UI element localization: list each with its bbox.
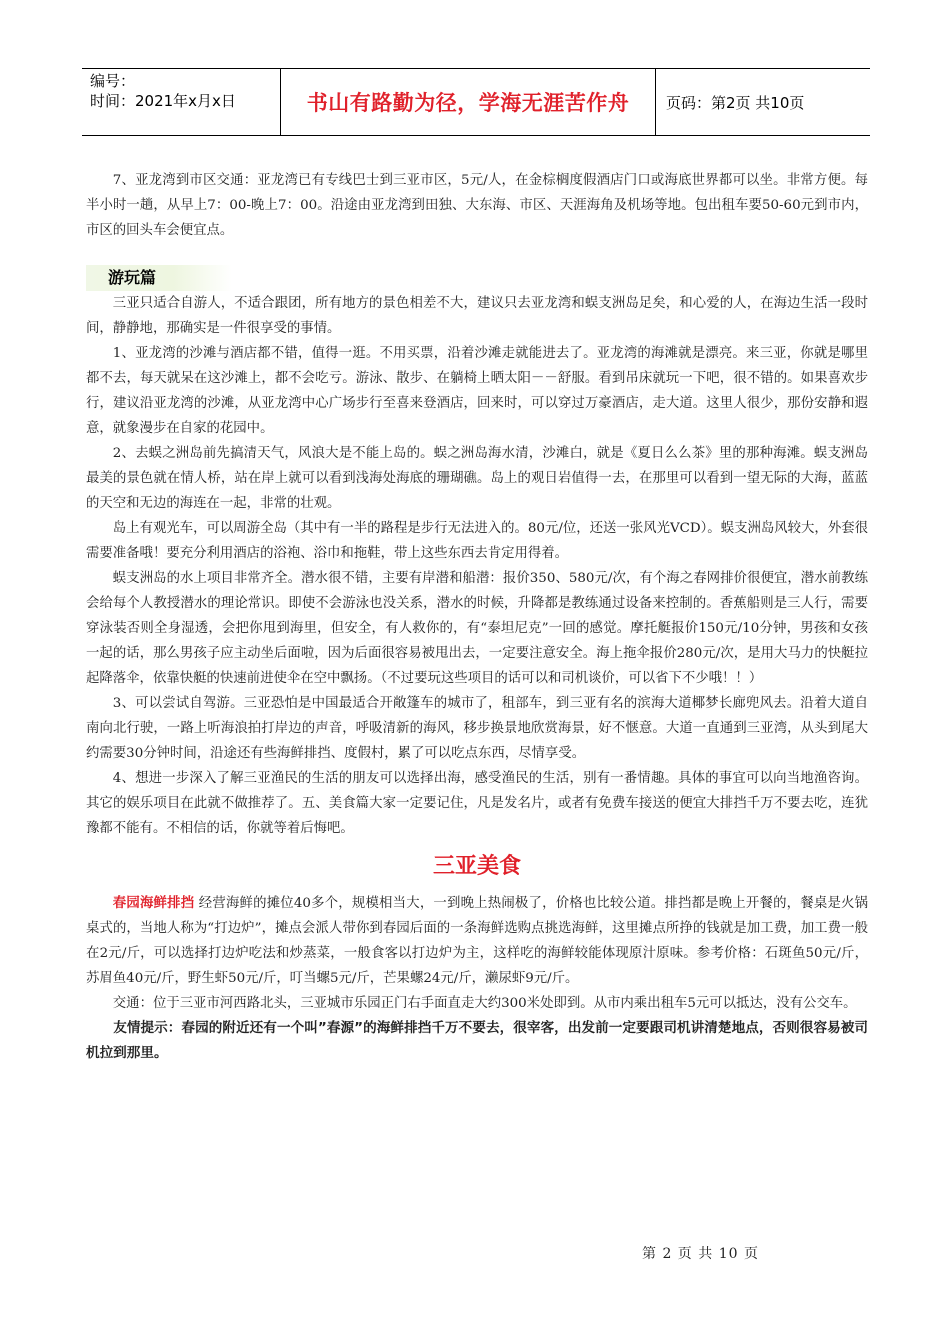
paragraph-sightseeing-car: 岛上有观光车，可以周游全岛（其中有一半的路程是步行无法进入的。80元/位，还送一张风光VCD）。蜈支洲岛风较大，外套很需要准备哦！要充分利用酒店的浴袍、浴巾和拖鞋，带上这些东西去肯定用得着。 — [86, 521, 868, 561]
restaurant-name: 春园海鲜排挡 — [112, 896, 195, 911]
paragraph-transport: 7、亚龙湾到市区交通：亚龙湾已有专线巴士到三亚市区，5元/人，在金棕榈度假酒店门口或海底世界都可以坐。非常方便。每半小时一趟，从早上7：00-晚上7：00。沿途由亚龙湾到田独、大东海、市区、天涯海角及机场等地。包出租车要50-60元到市内，市区的回头车会便宜点。 — [86, 173, 868, 238]
paragraph-friendly-tip: 友情提示：春园的附近还有一个叫”春源”的海鲜排挡千万不要去，很宰客，出发前一定要跟司机讲清楚地点，否则很容易被司机拉到那里。 — [86, 1020, 868, 1061]
paragraph-water-sports: 蜈支洲岛的水上项目非常齐全。潜水很不错，主要有岸潜和船潜：报价350、580元/次，有个海之春网排价很便宜，潜水前教练会给每个人教授潜水的理论常识。即使不会游泳也没关系，潜水的时候，升降都是教练通过设备来控制的。香蕉船则是三人行，需要穿泳装否则全身湿透，会把你甩到海里，但安全，有人救你的，有“泰坦尼克”一回的感觉。摩托艇报价150元/10分钟，男孩和女孩一起的话，那么男孩子应主动坐后面啦，因为后面很容易被甩出去，一定要注意安全。海上拖伞报价280元/次，是用大马力的快艇拉起降落伞，依靠快艇的快速前进使伞在空中飘扬。（不过要玩这些项目的话可以和司机谈价，可以省下不少哦！！） — [86, 571, 868, 686]
date-label: 时间：2021年x月x日 — [90, 92, 236, 110]
page-header — [82, 68, 870, 136]
document-body — [86, 168, 868, 1066]
paragraph-self-drive: 3、可以尝试自驾游。三亚恐怕是中国最适合开敞篷车的城市了，租部车，到三亚有名的滨海大道椰梦长廊兜风去。沿着大道自南向北行驶，一路上听海浪拍打岸边的声音，呼吸清新的海风，移步换景地欣赏海景，好不惬意。大道一直通到三亚湾，从头到尾大约需要30分钟时间，沿途还有些海鲜排挡、度假村，累了可以吃点东西，尽情享受。 — [86, 696, 868, 761]
paragraph-intro: 三亚只适合自游人，不适合跟团，所有地方的景色相差不大，建议只去亚龙湾和蜈支洲岛足矣，和心爱的人，在海边生活一段时间，静静地，那确实是一件很享受的事情。 — [86, 296, 868, 336]
header-page-info: 页码：第2页 共10页 — [666, 93, 805, 112]
header-meta — [82, 69, 280, 135]
paragraph-chunyuan — [86, 891, 868, 991]
number-label: 编号： — [90, 72, 136, 90]
paragraph-yalong-bay: 1、亚龙湾的沙滩与酒店都不错，值得一逛。不用买票，沿着沙滩走就能进去了。亚龙湾的海滩就是漂亮。来三亚，你就是哪里都不去，每天就呆在这沙滩上，都不会吃亏。游泳、散步、在躺椅上晒太阳－－舒服。看到吊床就玩一下吧，很不错的。如果喜欢步行，建议沿亚龙湾的沙滩，从亚龙湾中心广场步行至喜来登酒店，回来时，可以穿过万豪酒店，走大道。这里人很少，那份安静和遐意，就象漫步在自家的花园中。 — [86, 346, 868, 436]
header-motto: 书山有路勤为径，学海无涯苦作舟 — [280, 69, 656, 135]
section-title-play: 游玩篇 — [86, 265, 232, 291]
paragraph-fishing: 4、想进一步深入了解三亚渔民的生活的朋友可以选择出海，感受渔民的生活，别有一番情趣。具体的事宜可以向当地渔咨询。其它的娱乐项目在此就不做推荐了。五、美食篇大家一定要记住，凡是发名片，或者有免费车接送的便宜大排挡千万不要去吃，连犹豫都不能有。不相信的话，你就等着后悔吧。 — [86, 771, 868, 836]
section-title-food: 三亚美食 — [432, 854, 521, 879]
page-footer: 第 2 页 共 10 页 — [642, 1246, 759, 1262]
restaurant-description: 经营海鲜的摊位40多个，规模相当大，一到晚上热闹极了，价格也比较公道。排挡都是晚上开餐的，餐桌是火锅桌式的，当地人称为“打边炉”，摊点会派人带你到春园后面的一条海鲜选购点挑选海鲜，这里摊点所挣的钱就是加工费，加工费一般在2元/斤，可以选择打边炉吃法和炒蒸菜，一般食客以打边炉为主，这样吃的海鲜较能体现原汁原味。参考价格：石斑鱼50元/斤，苏眉鱼40元/斤，野生虾50元/斤，叮当螺5元/斤，芒果螺24元/斤，濑尿虾9元/斤。 — [86, 896, 869, 986]
paragraph-traffic: 交通：位于三亚市河西路北头，三亚城市乐园正门右手面直走大约300米处即到。从市内乘出租车5元可以抵达，没有公交车。 — [112, 996, 857, 1011]
paragraph-wuzhizhou: 2、去蜈之洲岛前先搞清天气，风浪大是不能上岛的。蜈之洲岛海水清，沙滩白，就是《夏日么么茶》里的那种海滩。蜈支洲岛最美的景色就在情人桥，站在岸上就可以看到浅海处海底的珊瑚礁。岛上的观日岩值得一去，在那里可以看到一望无际的大海，蓝蓝的天空和无边的海连在一起，非常的壮观。 — [86, 446, 868, 511]
